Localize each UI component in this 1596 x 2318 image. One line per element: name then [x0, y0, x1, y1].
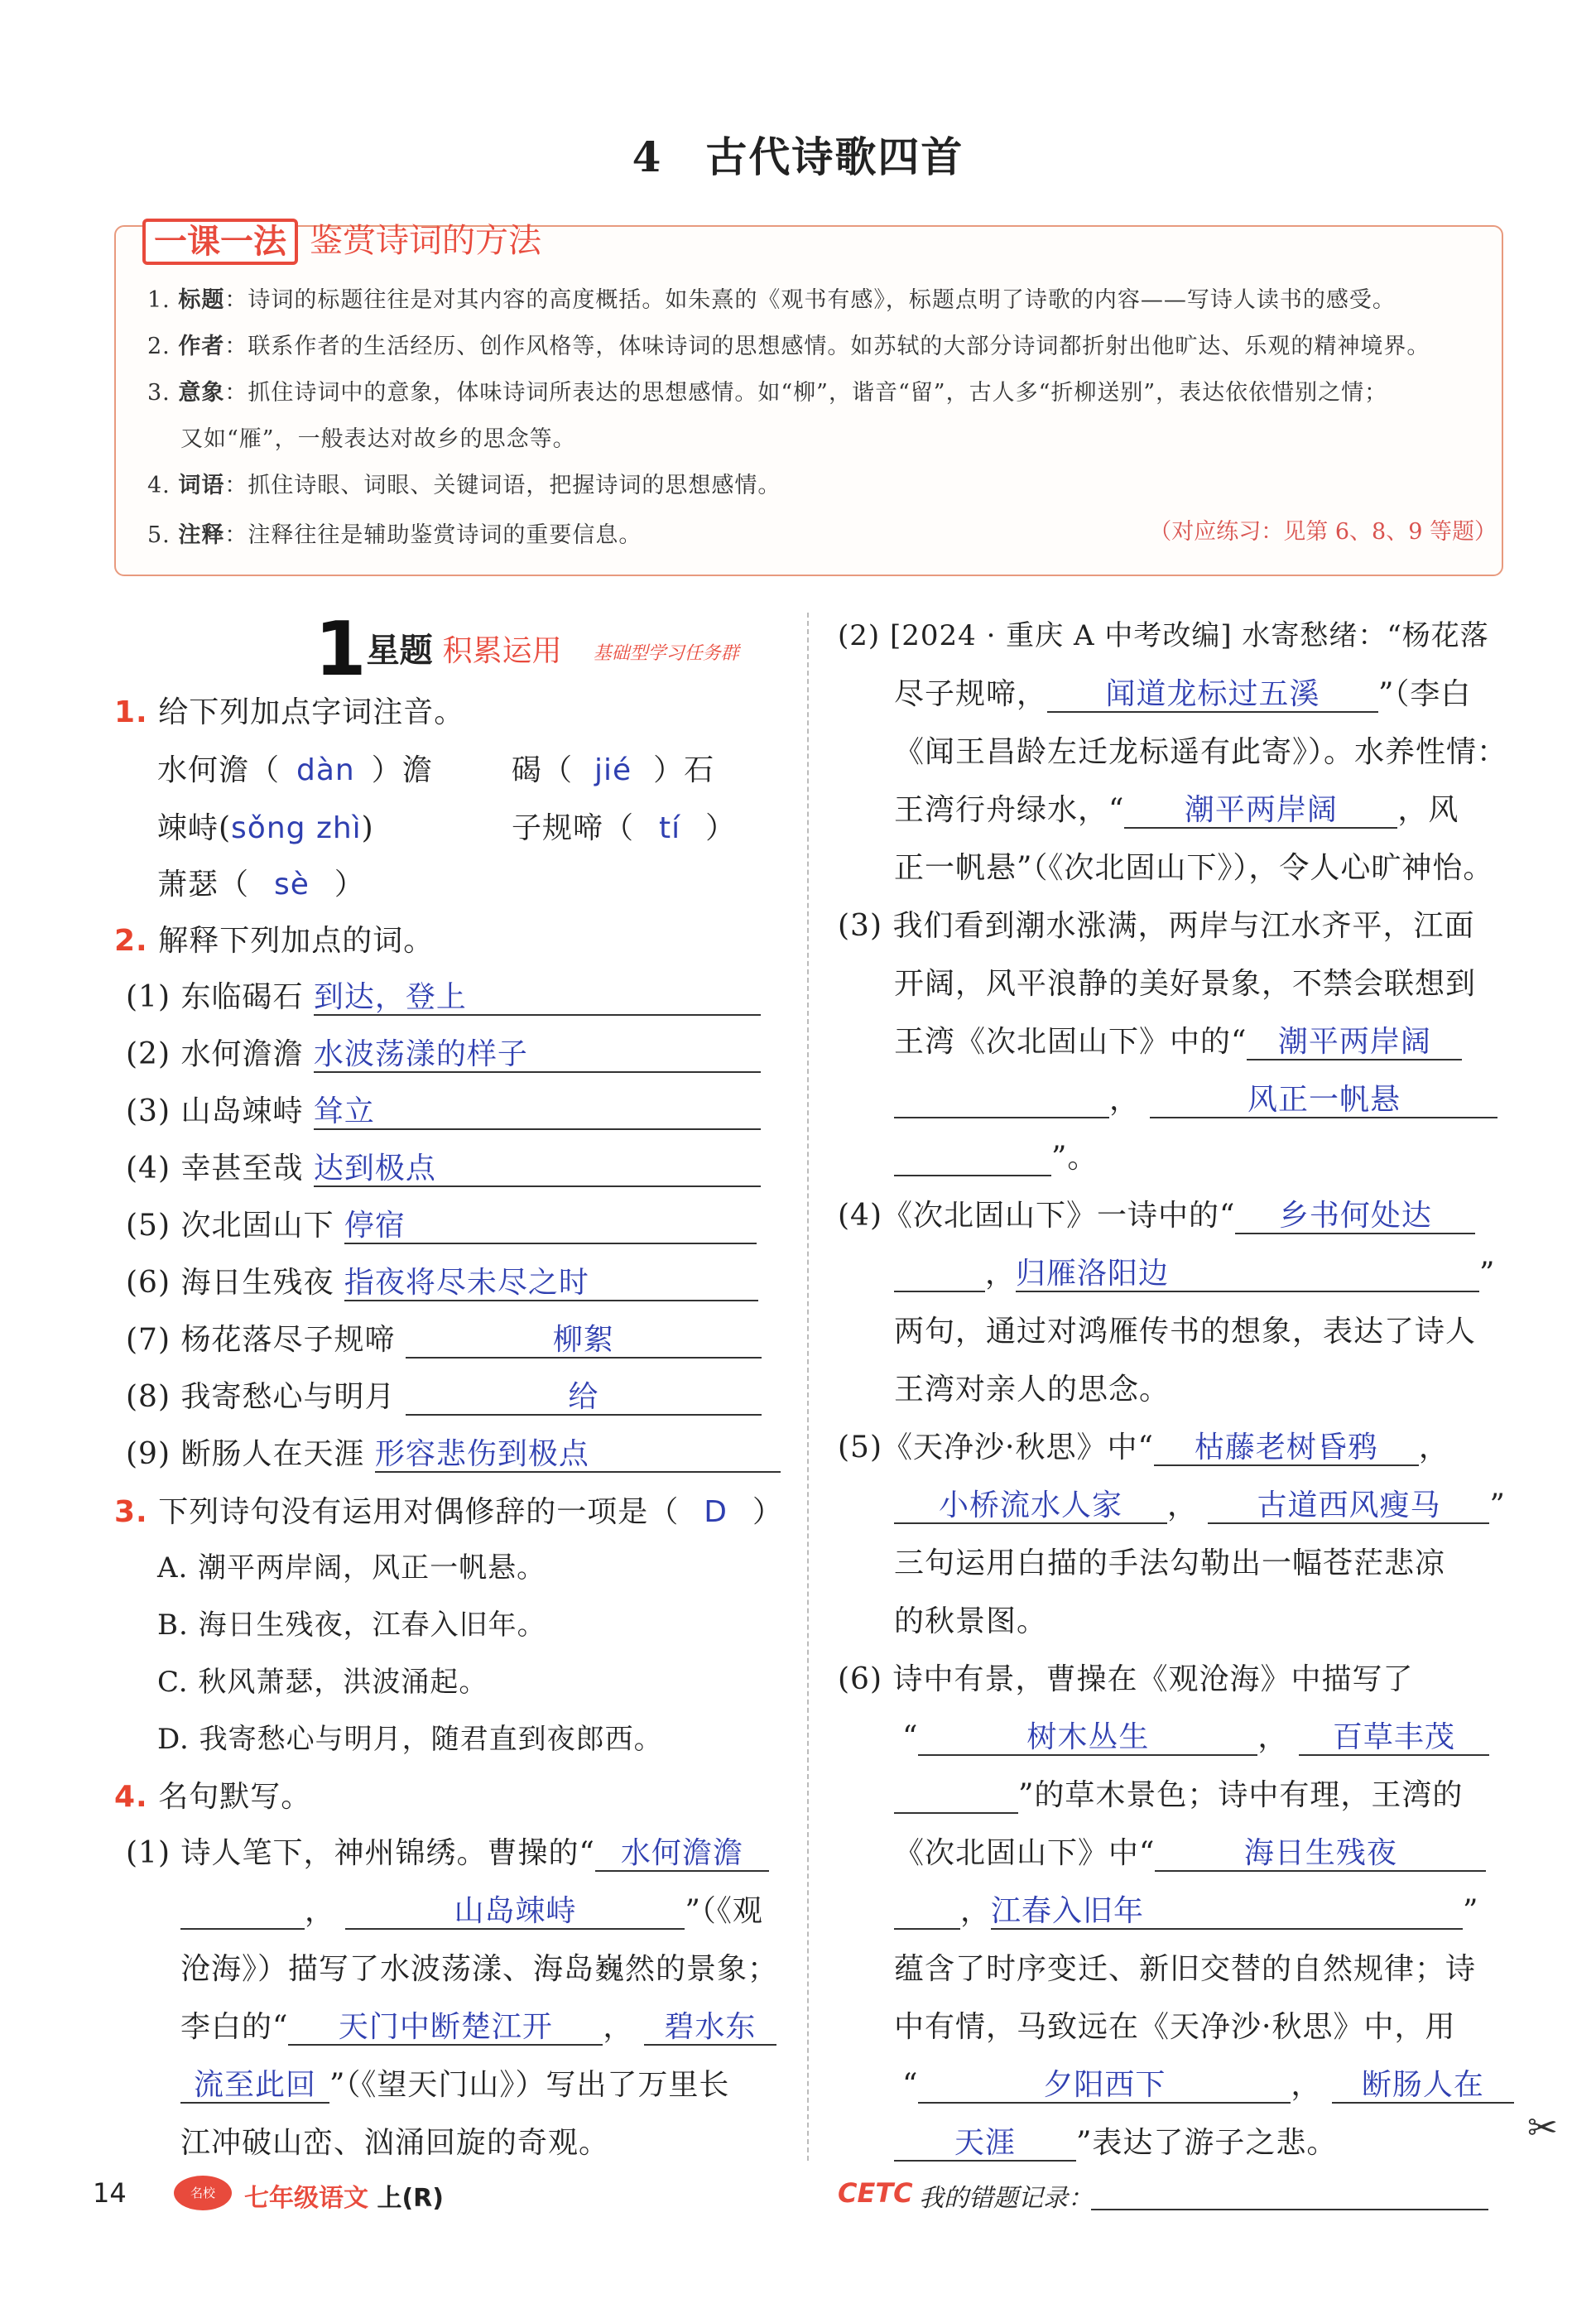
section-star: 星题	[366, 632, 433, 670]
q4-p2-line: 王湾行舟绿水，“ 潮平两岸阔 ，风	[894, 793, 1459, 827]
tip-item: 4. 词语：抓住诗眼、词眼、关键词语，把握诗词的思想感情。	[147, 473, 781, 498]
tip-item: 2. 作者：联系作者的生活经历、创作风格等，体味诗词的思想感情。如苏轼的大部分诗词都折射出他旷达、乐观的精神境界。	[147, 334, 1430, 359]
q4-p2-line: 尽子规啼， 闻道龙标过五溪 ”（李白	[894, 677, 1472, 711]
q1-item: 碣（ jié ）石	[512, 753, 715, 787]
q2-item: (3) 山岛竦峙 耸立	[126, 1088, 761, 1130]
q3-stem: 3. 下列诗句没有运用对偶修辞的一项是（ D ）	[114, 1495, 783, 1529]
q4-p4-line: 王湾对亲人的思念。	[894, 1373, 1171, 1407]
tip-reference: （对应练习：见第 6、8、9 等题）	[1149, 519, 1497, 545]
q4-p6-line: (6) 诗中有景，曹操在《观沧海》中描写了	[838, 1662, 1414, 1696]
q4-p6-line: “ 树木丛生 ， 百草丰茂	[902, 1714, 1489, 1756]
book-title: 七年级语文 上(R)	[244, 2184, 444, 2213]
tip-item: 5. 注释：注释往往是辅助鉴赏诗词的重要信息。	[147, 522, 642, 548]
q4-p6-line: 《次北固山下》中“ 海日生残夜	[894, 1830, 1486, 1872]
q4-p4-line: ，归雁洛阳边 ”	[894, 1250, 1495, 1292]
page-number: 14	[93, 2177, 127, 2209]
q4-p6-line: 蕴含了时序变迁、新旧交替的自然规律；诗	[894, 1952, 1477, 1986]
page-title: 4 古代诗歌四首	[632, 132, 964, 181]
q4-p1-line: 江冲破山峦、汹涌回旋的奇观。	[180, 2126, 610, 2160]
q4-p4-line: (4)《次北固山下》一诗中的“ 乡书何处达	[838, 1192, 1475, 1234]
q1-item: 萧瑟（ sè ）	[157, 868, 365, 902]
q2-stem: 2. 解释下列加点的词。	[114, 924, 435, 958]
q4-p5-line: 小桥流水人家 ， 古道西风瘦马 ”	[894, 1482, 1506, 1524]
q2-item: (2) 水何澹澹 水波荡漾的样子	[126, 1031, 761, 1073]
q4-p5-line: 三句运用白描的手法勾勒出一幅苍茫悲凉	[894, 1546, 1446, 1580]
q3-option-b: B. 海日生残夜，江春入旧年。	[157, 1609, 546, 1642]
q4-p1-line: (1) 诗人笔下，神州锦绣。曹操的“ 水何澹澹	[126, 1830, 769, 1872]
q4-p3-line: 开阔，风平浪静的美好景象，不禁会联想到	[894, 967, 1477, 1001]
q4-p1-line: ， 山岛竦峙 ”（《观	[180, 1888, 763, 1930]
q3-option-c: C. 秋风萧瑟，洪波涌起。	[157, 1666, 488, 1699]
tip-item: 3. 意象：抓住诗词中的意象，体味诗词所表达的思想感情。如“柳”，谐音“留”，古人多“折柳送别”，表达依依惜别之情；	[147, 380, 1388, 406]
q4-p6-line: 天涯 ”表达了游子之悲。	[894, 2119, 1337, 2162]
q4-p6-line: ”的草木景色；诗中有理，王湾的	[894, 1772, 1463, 1814]
q4-p6-line: “ 夕阳西下 ， 断肠人在	[902, 2061, 1514, 2104]
q1-stem: 1. 给下列加点字词注音。	[114, 695, 465, 729]
q2-item: (7) 杨花落尽子规啼 柳絮	[126, 1316, 762, 1359]
q4-p5-line: (5)《天净沙·秋思》中“ 枯藤老树昏鸦 ，	[838, 1431, 1449, 1464]
q4-p2-line: (2) [2024 · 重庆 A 中考改编] 水寄愁绪：“杨花落	[838, 619, 1489, 652]
q4-p6-line: ，江春入旧年 ”	[894, 1888, 1478, 1930]
tip-item: 又如“雁”，一般表达对故乡的思念等。	[180, 426, 576, 452]
section-header	[315, 606, 739, 693]
column-divider	[807, 613, 809, 2161]
error-record-label: 我的错题记录：	[919, 2184, 1093, 2213]
q2-item: (4) 幸甚至哉 达到极点	[126, 1145, 761, 1187]
q4-p3-line: (3) 我们看到潮水涨满，两岸与江水齐平，江面	[838, 909, 1475, 943]
error-record-line[interactable]	[1091, 2209, 1488, 2210]
q2-item: (6) 海日生残夜 指夜将尽未尽之时	[126, 1259, 758, 1301]
section-name: 积累运用	[442, 634, 562, 668]
publisher-logo: 名校	[174, 2176, 232, 2210]
q2-item: (1) 东临碣石 到达，登上	[126, 974, 761, 1016]
tip-item: 1. 标题：诗词的标题往往是对其内容的高度概括。如朱熹的《观书有感》，标题点明了诗歌的内容——写诗人读书的感受。	[147, 287, 1396, 313]
q1-item: 竦峙(sǒng zhì)	[157, 811, 374, 845]
q4-p6-line: 中有情，马致远在《天净沙·秋思》中，用	[894, 2010, 1456, 2044]
section-number: 1	[315, 606, 367, 693]
q4-stem: 4. 名句默写。	[114, 1780, 312, 1814]
brand-mark: CETC	[838, 2177, 913, 2209]
q4-p3-line: 王湾《次北固山下》中的“ 潮平两岸阔	[894, 1018, 1462, 1060]
q2-item: (9) 断肠人在天涯 形容悲伤到极点	[126, 1431, 781, 1473]
method-tag: 一课一法	[142, 219, 298, 265]
section-subtitle: 基础型学习任务群	[593, 643, 739, 664]
q4-p2-line: 《闻王昌龄左迁龙标遥有此寄》）。水养性情：	[894, 735, 1508, 769]
q1-item: 子规啼（ tí ）	[512, 811, 737, 845]
q4-p4-line: 两句，通过对鸿雁传书的想象，表达了诗人	[894, 1315, 1477, 1349]
q1-item: 水何澹（ dàn ）澹	[157, 753, 433, 787]
q4-p3-line: ”。	[894, 1134, 1098, 1176]
q4-p1-line: 李白的“ 天门中断楚江开 ， 碧水东	[180, 2003, 776, 2046]
q3-option-a: A. 潮平两岸阔，风正一帆悬。	[157, 1551, 546, 1585]
q4-p1-line: 沧海》）描写了水波荡漾、海岛巍然的景象；	[180, 1952, 779, 1986]
q4-p2-line: 正一帆悬”（《次北固山下》），令人心旷神怡。	[894, 851, 1494, 885]
scissors-icon: ✂	[1527, 2107, 1558, 2149]
q3-option-d: D. 我寄愁心与明月，随君直到夜郎西。	[157, 1723, 663, 1756]
q2-item: (5) 次北固山下 停宿	[126, 1202, 757, 1244]
method-tip-header	[142, 219, 541, 267]
q4-p3-line: ， 风正一帆悬	[894, 1076, 1497, 1118]
q2-item: (8) 我寄愁心与明月 给	[126, 1373, 762, 1416]
q4-p1-line: 流至此回 ”（《望天门山》）写出了万里长	[180, 2061, 729, 2104]
method-heading: 鉴赏诗词的方法	[310, 222, 541, 260]
q4-p5-line: 的秋景图。	[894, 1604, 1048, 1638]
